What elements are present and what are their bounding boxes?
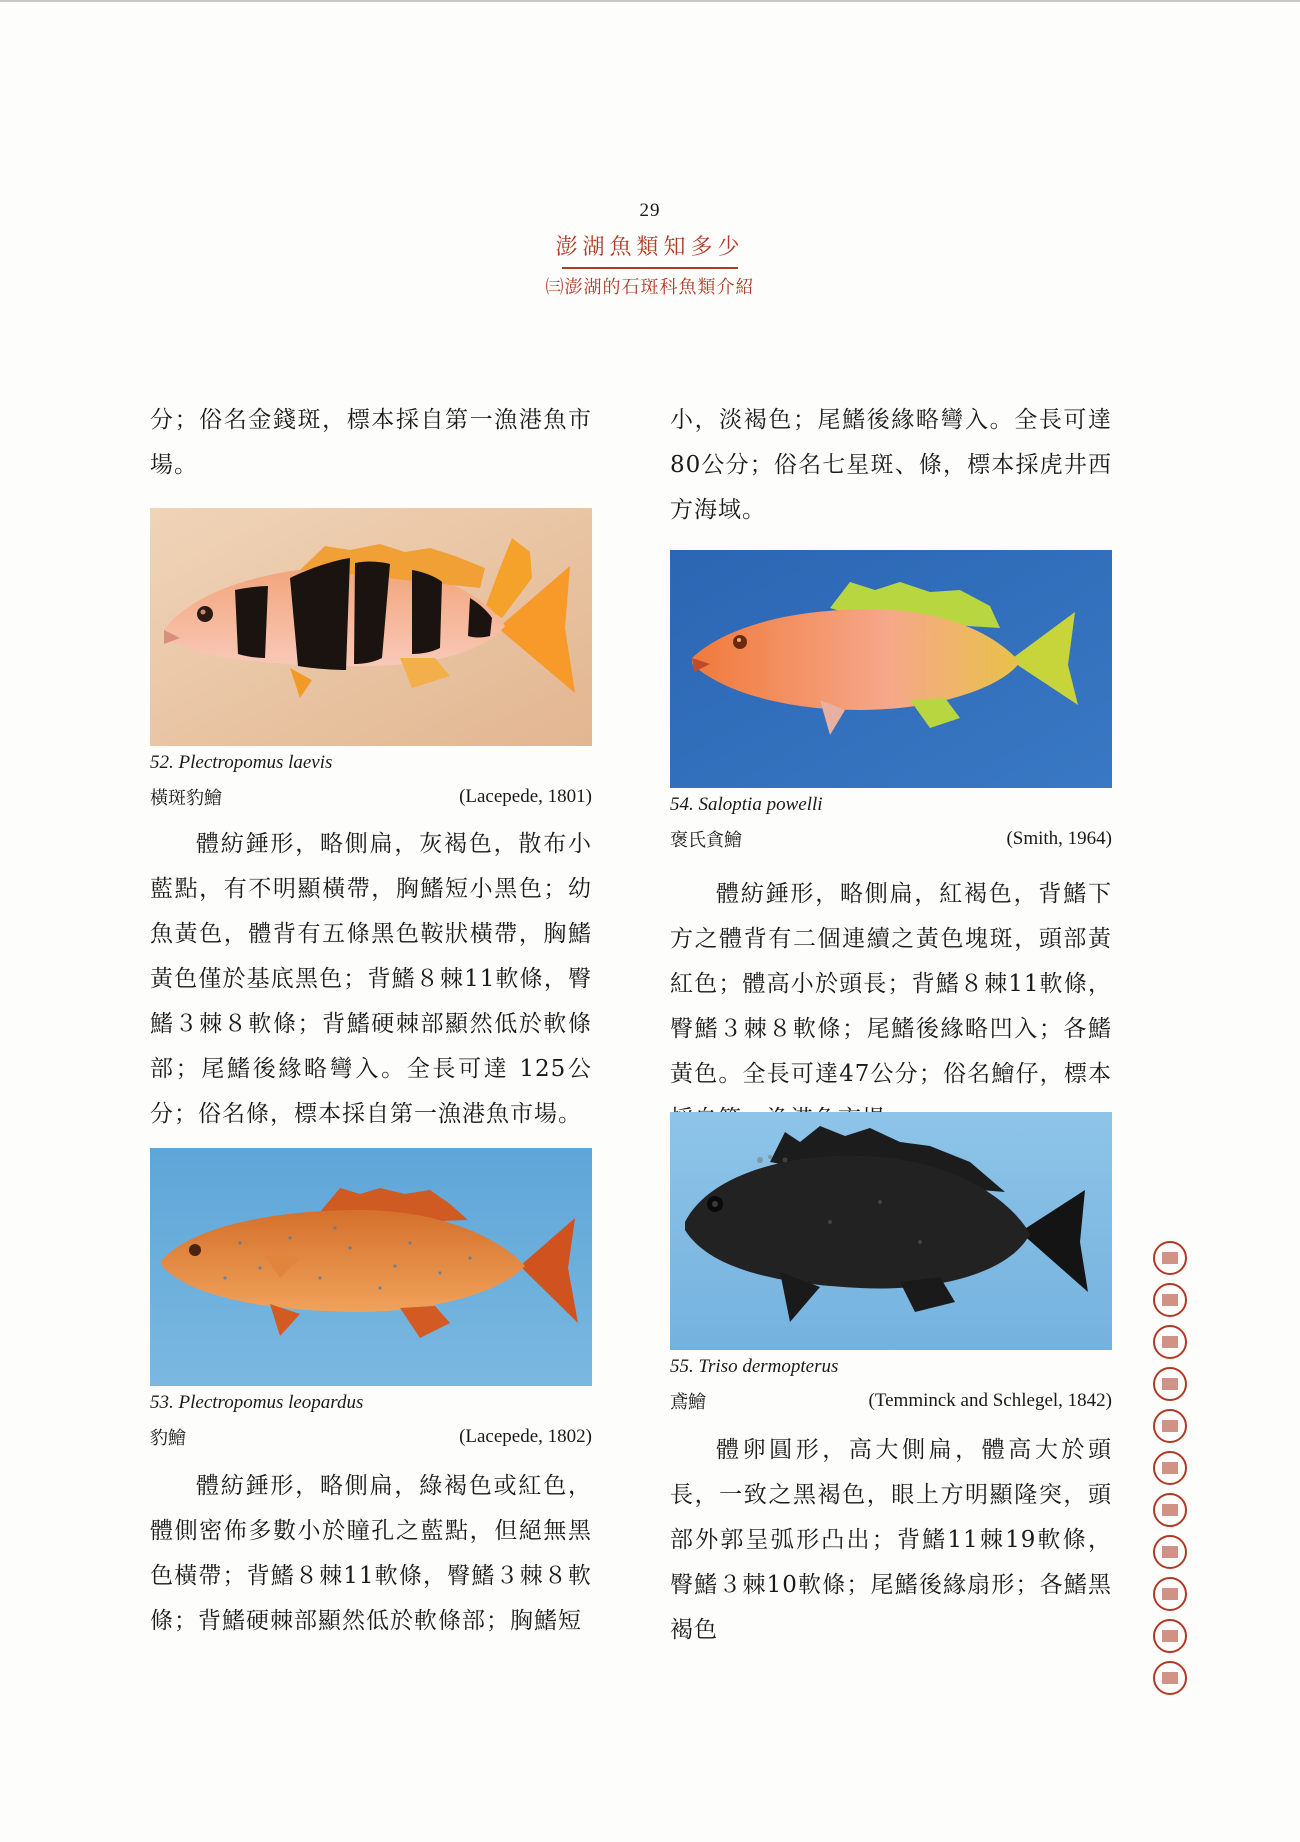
seal-pattern-icon xyxy=(1150,1238,1190,1698)
title-divider xyxy=(562,267,738,269)
species-53-scientific-name: 53. Plectropomus leopardus xyxy=(150,1392,364,1413)
fish-image-52 xyxy=(150,508,592,746)
left-column xyxy=(150,398,592,1644)
fish-image-55 xyxy=(670,1112,1112,1350)
photo-plectropomus-leopardus xyxy=(150,1148,592,1386)
fish-image-54 xyxy=(670,550,1112,788)
species-55-description: 體卵圓形，高大側扁，體高大於頭長，一致之黑褐色，眼上方明顯隆突，頭部外郭呈弧形凸出；背鰭11棘19軟條，臀鰭３棘10軟條；尾鰭後緣扇形；各鰭黑褐色 xyxy=(670,1437,1112,1643)
species-54-caption-row xyxy=(670,824,1112,854)
species-55-common-name: 鳶鱠 xyxy=(670,1392,706,1413)
species-53-common-name: 豹鱠 xyxy=(150,1428,186,1449)
species-53-author: (Lacepede, 1802) xyxy=(459,1426,592,1447)
left-intro-text: 分；俗名金錢斑，標本採自第一漁港魚市場。 xyxy=(150,407,592,478)
species-53-description: 體紡錘形，略側扁，綠褐色或紅色，體側密佈多數小於瞳孔之藍點，但絕無黑色橫帶；背鰭８棘11軟條，臀鰭３棘８軟條；背鰭硬棘部顯然低於軟條部；胸鰭短 xyxy=(150,1473,592,1634)
species-54-scientific-name: 54. Saloptia powelli xyxy=(670,794,823,815)
right-column xyxy=(670,398,1112,1653)
photo-plectropomus-laevis xyxy=(150,508,592,746)
species-52-caption-row xyxy=(150,782,592,812)
right-intro-text: 小，淡褐色；尾鰭後緣略彎入。全長可達80公分；俗名七星斑、條，標本採虎井西方海域。 xyxy=(670,407,1112,523)
page-top-edge xyxy=(0,0,1300,2)
species-52-scientific-name: 52. Plectropomus laevis xyxy=(150,752,333,773)
species-52-common-name: 橫斑豹鱠 xyxy=(150,788,222,809)
species-52-author: (Lacepede, 1801) xyxy=(459,786,592,807)
photo-triso-dermopterus xyxy=(670,1112,1112,1350)
page-header xyxy=(0,200,1300,299)
page-number: 29 xyxy=(639,200,661,221)
species-55-author: (Temminck and Schlegel, 1842) xyxy=(868,1390,1112,1411)
species-54-common-name: 褒氏貪鱠 xyxy=(670,830,742,851)
decorative-seal-strip xyxy=(1150,1238,1190,1702)
species-54-author: (Smith, 1964) xyxy=(1006,828,1112,849)
series-title: 澎湖魚類知多少 xyxy=(555,235,745,260)
fish-image-53 xyxy=(150,1148,592,1386)
species-55-scientific-name: 55. Triso dermopterus xyxy=(670,1356,839,1377)
species-54-description: 體紡錘形，略側扁，紅褐色，背鰭下方之體背有二個連續之黃色塊斑，頭部黃紅色；體高小於頭長；背鰭８棘11軟條，臀鰭３棘８軟條；尾鰭後緣略凹入；各鰭黃色。全長可達47公分；俗名鱠仔，標本 xyxy=(670,881,1112,1087)
photo-saloptia-powelli xyxy=(670,550,1112,788)
species-52-description: 體紡錘形，略側扁，灰褐色，散布小藍點，有不明顯橫帶，胸鰭短小黑色；幼魚黃色，體背有五條黑色鞍狀橫帶，胸鰭黃色僅於基底黑色；背鰭８棘11軟條，臀鰭３棘８軟條；背鰭硬棘部顯然低於軟條部；尾鰭後緣略彎入。全長可達 125公分；俗名條，標本採自第一漁港魚市場。 xyxy=(150,831,592,1127)
species-53-caption-row xyxy=(150,1422,592,1452)
species-55-caption-row xyxy=(670,1386,1112,1416)
section-title: ㈢澎湖的石斑科魚類介紹 xyxy=(545,277,755,298)
